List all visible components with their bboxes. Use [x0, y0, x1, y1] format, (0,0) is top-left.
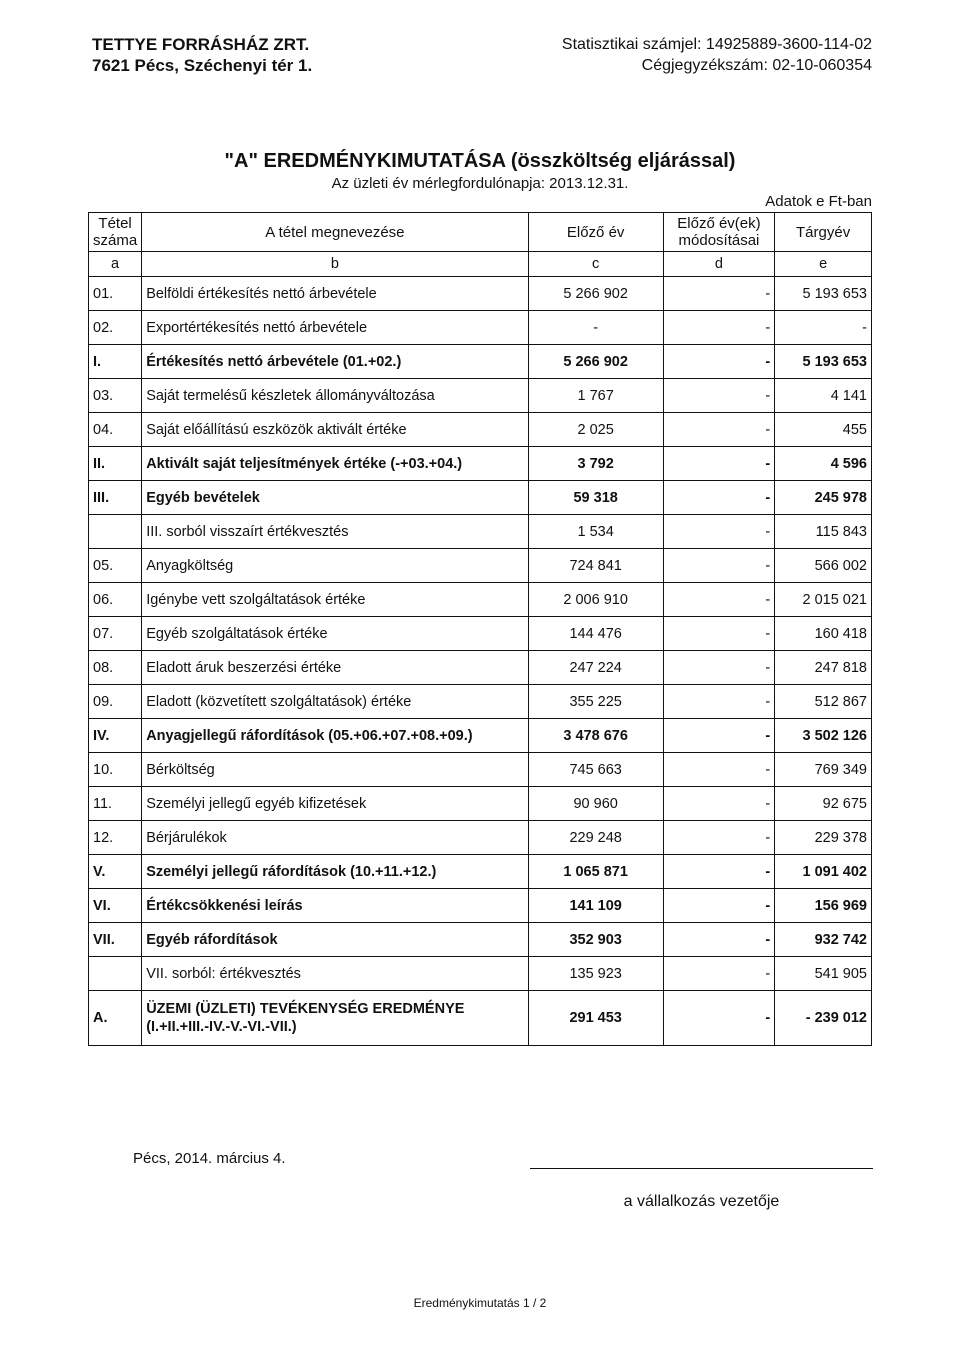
row-label: Exportértékesítés nettó árbevétele	[142, 311, 528, 345]
row-prev: 1 534	[528, 515, 663, 549]
row-curr: 769 349	[775, 753, 872, 787]
table-row	[89, 787, 872, 821]
stat-number: Statisztikai számjel: 14925889-3600-114-02	[561, 36, 872, 53]
table-row	[89, 413, 872, 447]
row-prev: 724 841	[528, 549, 663, 583]
final-label-line1: ÜZEMI (ÜZLETI) TEVÉKENYSÉG EREDMÉNYE	[146, 1001, 465, 1017]
row-mod: -	[663, 787, 775, 821]
row-label: Anyagjellegű ráfordítások (05.+06.+07.+08.+09.)	[142, 719, 528, 753]
row-label: Anyagköltség	[142, 549, 528, 583]
letter-e: e	[775, 252, 872, 277]
row-num: 12.	[89, 821, 142, 855]
row-label: Saját termelésű készletek állományváltozása	[142, 379, 528, 413]
row-curr: 1 091 402	[775, 855, 872, 889]
row-label: Értékcsökkenési leírás	[142, 889, 528, 923]
row-mod: -	[663, 379, 775, 413]
row-num	[89, 957, 142, 991]
row-curr: -	[775, 311, 872, 345]
table-row	[89, 923, 872, 957]
header-row	[89, 213, 872, 252]
row-mod: -	[663, 651, 775, 685]
header-name: A tétel megnevezése	[142, 213, 528, 252]
registry-number: Cégjegyzékszám: 02-10-060354	[641, 57, 872, 74]
row-curr: 932 742	[775, 923, 872, 957]
row-mod: -	[663, 821, 775, 855]
table-row	[89, 685, 872, 719]
table-row	[89, 549, 872, 583]
row-prev: 3 792	[528, 447, 663, 481]
row-num: 05.	[89, 549, 142, 583]
row-prev: 745 663	[528, 753, 663, 787]
letter-row	[89, 252, 872, 277]
row-label: Bérköltség	[142, 753, 528, 787]
row-mod: -	[663, 413, 775, 447]
row-num: III.	[89, 481, 142, 515]
registry-block	[562, 34, 872, 76]
row-mod: -	[663, 923, 775, 957]
row-label: Bérjárulékok	[142, 821, 528, 855]
header-mod: Előző év(ek) módosításai	[663, 213, 775, 252]
row-label: Egyéb szolgáltatások értéke	[142, 617, 528, 651]
row-curr: 5 193 653	[775, 345, 872, 379]
row-num: IV.	[89, 719, 142, 753]
row-num: 11.	[89, 787, 142, 821]
row-num: II.	[89, 447, 142, 481]
row-label: Eladott áruk beszerzési értéke	[142, 651, 528, 685]
document-subtitle: Az üzleti év mérlegfordulónapja: 2013.12.31.	[331, 175, 629, 192]
row-mod: -	[663, 617, 775, 651]
row-mod: -	[663, 889, 775, 923]
table-row	[89, 583, 872, 617]
row-num: 08.	[89, 651, 142, 685]
page-footer: Eredménykimutatás 1 / 2	[413, 1296, 547, 1310]
row-prev: 141 109	[528, 889, 663, 923]
row-num: V.	[89, 855, 142, 889]
table-row	[89, 447, 872, 481]
company-block	[92, 34, 312, 76]
table-row	[89, 719, 872, 753]
row-prev: 2 006 910	[528, 583, 663, 617]
final-label-line2: (I.+II.+III.-IV.-V.-VI.-VII.)	[146, 1019, 297, 1035]
document-title: "A" EREDMÉNYKIMUTATÁSA (összköltség eljárással)	[224, 150, 736, 172]
table-row	[89, 345, 872, 379]
letter-d: d	[663, 252, 775, 277]
row-prev: 1 767	[528, 379, 663, 413]
row-curr: 2 015 021	[775, 583, 872, 617]
final-mod: -	[663, 991, 775, 1046]
letter-a: a	[89, 252, 142, 277]
row-label: Egyéb ráfordítások	[142, 923, 528, 957]
table-row	[89, 957, 872, 991]
row-curr: 5 193 653	[775, 277, 872, 311]
table-row	[89, 889, 872, 923]
row-num: 06.	[89, 583, 142, 617]
row-num: 04.	[89, 413, 142, 447]
row-mod: -	[663, 481, 775, 515]
row-curr: 541 905	[775, 957, 872, 991]
row-label: VII. sorból: értékvesztés	[142, 957, 528, 991]
row-prev: -	[528, 311, 663, 345]
table-row	[89, 277, 872, 311]
table-row	[89, 821, 872, 855]
row-prev: 1 065 871	[528, 855, 663, 889]
row-curr: 512 867	[775, 685, 872, 719]
row-prev: 3 478 676	[528, 719, 663, 753]
header-curr: Tárgyév	[775, 213, 872, 252]
table-row	[89, 617, 872, 651]
table-row	[89, 753, 872, 787]
row-mod: -	[663, 583, 775, 617]
row-prev: 5 266 902	[528, 277, 663, 311]
row-prev: 247 224	[528, 651, 663, 685]
row-prev: 90 960	[528, 787, 663, 821]
row-curr: 92 675	[775, 787, 872, 821]
unit-note: Adatok e Ft-ban	[765, 193, 872, 210]
table-row	[89, 651, 872, 685]
income-statement-table	[88, 212, 872, 1046]
row-curr: 566 002	[775, 549, 872, 583]
row-mod: -	[663, 311, 775, 345]
row-label: Belföldi értékesítés nettó árbevétele	[142, 277, 528, 311]
row-curr: 245 978	[775, 481, 872, 515]
row-label: Saját előállítású eszközök aktivált értéke	[142, 413, 528, 447]
row-mod: -	[663, 549, 775, 583]
row-num: 02.	[89, 311, 142, 345]
row-curr: 160 418	[775, 617, 872, 651]
row-prev: 355 225	[528, 685, 663, 719]
final-prev: 291 453	[528, 991, 663, 1046]
row-label: Igénybe vett szolgáltatások értéke	[142, 583, 528, 617]
header-prev: Előző év	[528, 213, 663, 252]
row-prev: 2 025	[528, 413, 663, 447]
row-mod: -	[663, 855, 775, 889]
row-num: VI.	[89, 889, 142, 923]
final-label	[142, 991, 528, 1046]
row-label: III. sorból visszaírt értékvesztés	[142, 515, 528, 549]
row-curr: 247 818	[775, 651, 872, 685]
row-curr: 4 596	[775, 447, 872, 481]
row-prev: 144 476	[528, 617, 663, 651]
company-address: 7621 Pécs, Széchenyi tér 1.	[92, 56, 313, 75]
row-label: Személyi jellegű ráfordítások (10.+11.+12.)	[142, 855, 528, 889]
row-mod: -	[663, 685, 775, 719]
header-num: Tétel száma	[89, 213, 142, 252]
place-date: Pécs, 2014. március 4.	[133, 1150, 286, 1167]
row-prev: 229 248	[528, 821, 663, 855]
table-row	[89, 379, 872, 413]
row-label: Értékesítés nettó árbevétele (01.+02.)	[142, 345, 528, 379]
signature-label: a vállalkozás vezetője	[623, 1193, 780, 1210]
final-num: A.	[89, 991, 142, 1046]
row-label: Eladott (közvetített szolgáltatások) értéke	[142, 685, 528, 719]
row-prev: 135 923	[528, 957, 663, 991]
row-num: 03.	[89, 379, 142, 413]
row-label: Személyi jellegű egyéb kifizetések	[142, 787, 528, 821]
row-num: 10.	[89, 753, 142, 787]
row-curr: 3 502 126	[775, 719, 872, 753]
row-label: Egyéb bevételek	[142, 481, 528, 515]
row-mod: -	[663, 515, 775, 549]
row-mod: -	[663, 753, 775, 787]
row-num: 07.	[89, 617, 142, 651]
row-curr: 156 969	[775, 889, 872, 923]
final-curr: - 239 012	[775, 991, 872, 1046]
row-num: I.	[89, 345, 142, 379]
table-row	[89, 515, 872, 549]
row-curr: 229 378	[775, 821, 872, 855]
row-prev: 59 318	[528, 481, 663, 515]
table-body	[89, 277, 872, 991]
row-num: 09.	[89, 685, 142, 719]
table-row	[89, 311, 872, 345]
row-num: VII.	[89, 923, 142, 957]
row-mod: -	[663, 719, 775, 753]
row-mod: -	[663, 277, 775, 311]
row-curr: 455	[775, 413, 872, 447]
letter-c: c	[528, 252, 663, 277]
letter-b: b	[142, 252, 528, 277]
row-prev: 5 266 902	[528, 345, 663, 379]
row-mod: -	[663, 447, 775, 481]
row-curr: 4 141	[775, 379, 872, 413]
row-mod: -	[663, 957, 775, 991]
signature-line	[530, 1168, 873, 1169]
row-label: Aktivált saját teljesítmények értéke (-+03.+04.)	[142, 447, 528, 481]
row-prev: 352 903	[528, 923, 663, 957]
final-row	[89, 991, 872, 1046]
row-num: 01.	[89, 277, 142, 311]
company-name: TETTYE FORRÁSHÁZ ZRT.	[92, 35, 310, 54]
row-curr: 115 843	[775, 515, 872, 549]
row-mod: -	[663, 345, 775, 379]
row-num	[89, 515, 142, 549]
table-row	[89, 481, 872, 515]
table-row	[89, 855, 872, 889]
